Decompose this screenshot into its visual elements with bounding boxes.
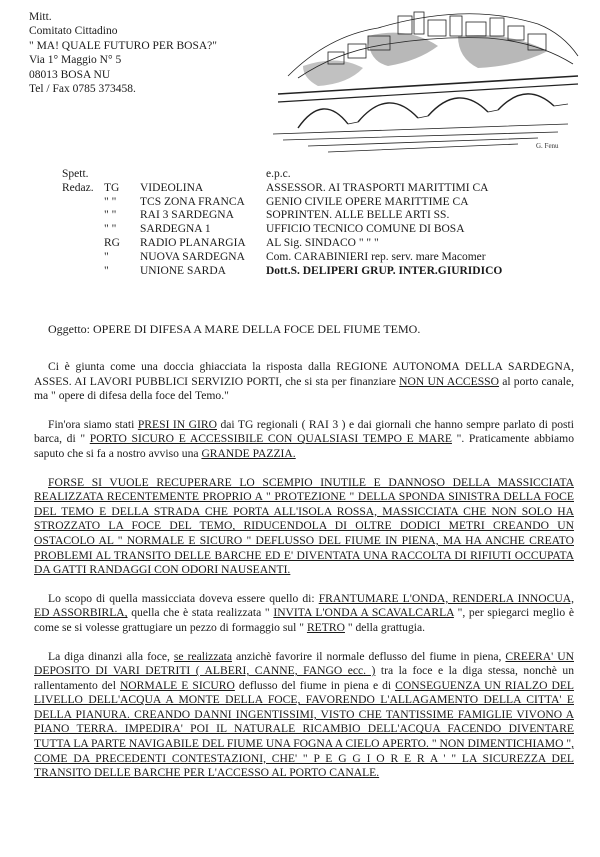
recipient-name: UNIONE SARDA (140, 264, 226, 277)
epc-line: ASSESSOR. AI TRASPORTI MARITTIMI CA (266, 181, 489, 194)
recipient-mark: TG (104, 181, 120, 194)
epc-block (266, 168, 502, 278)
recipient-name: TCS ZONA FRANCA (140, 195, 245, 208)
sender-block (29, 10, 217, 96)
recipient-name: SARDEGNA 1 (140, 223, 211, 236)
recipient-mark: " (104, 250, 109, 263)
epc-line: SOPRINTEN. ALLE BELLE ARTI SS. (266, 209, 450, 222)
recipients-block (62, 168, 246, 278)
recipient-mark: " (104, 264, 109, 277)
sender-line: Via 1° Maggio N° 5 (29, 54, 122, 67)
sketch-signature: G. Fenu (536, 142, 559, 150)
epc-line: Com. CARABINIERI rep. serv. mare Macomer (266, 250, 486, 263)
sender-line: 08013 BOSA NU (29, 68, 111, 81)
sender-line: Mitt. (29, 11, 52, 23)
paragraph-5: La diga dinanzi alla foce, se realizzata anzichè favorire il normale deflusso del fiume in piena, CREERA' UN DEPOSITO DI VARI DETRITI ( ALBERI, CANNE, FANGO ecc. ) tra la foce e la diga stessa, nonchè un rallentamento del NORMALE E SICURO deflusso del fiume in piena e di CONSEGUENZA UN RIALZO DEL LIVELLO DELL'ACQUA A MONTE DELLA FOCE, FAVORENDO L'ALLAGAMENTO DELLA CITTA' E DELLA PIANURA. CREANDO DANNI INGENTISSIMI, VISTO CHE TANTISSIME FAMIGLIE VIVONO A PIANO TERRA. IMPEDIRA' POI IL NATURALE RICAMBIO DELL'ACQUA FACENDO DIVENTARE TUTTA LA PARTE NAVIGABILE DEL FIUME UNA FOGNA A CIELO APERTO. " NON DIMENTICHIAMO ", COME DA PRECEDENTI CONTESTAZIONI, CHE' " P E G G I O R E R A ' " LA SICUREZZA DEL TRANSITO DELLE BARCHE PER L'ACCESSO AL PORTO CANALE. (34, 649, 574, 780)
recipient-mark: " " (104, 223, 117, 236)
epc-line-last: Dott.S. DELIPERI GRUP. INTER.GIURIDICO (266, 264, 503, 277)
recipient-name: NUOVA SARDEGNA (140, 250, 245, 263)
recipient-name: RADIO PLANARGIA (140, 236, 246, 249)
epc-line: GENIO CIVILE OPERE MARITTIME CA (266, 195, 469, 208)
epc-line: AL Sig. SINDACO " " " (266, 236, 379, 249)
epc-line: UFFICIO TECNICO COMUNE DI BOSA (266, 223, 465, 236)
paragraph-1: Ci è giunta come una doccia ghiacciata la risposta dalla REGIONE AUTONOMA DELLA SARDEGNA, ASSES. AI LAVORI PUBBLICI SERVIZIO PORTI, che si sta per finanziare NON UN ACCESSO al porto canale, ma " opere di difesa della foce del Temo." (34, 360, 574, 403)
recipient-name: RAI 3 SARDEGNA (140, 209, 234, 222)
paragraph-3: FORSE SI VUOLE RECUPERARE LO SCEMPIO INUTILE E DANNOSO DELLA MASSICCIATA REALIZZATA RECENTEMENTE PROPRIO A " PROTEZIONE " DELLA SPONDA SINISTRA DELLA FOCE DEL TEMO E DELLA STRADA CHE PORTA ALL'ISOLA ROSSA, MASSICCIATA CHE NON SOLO HA STROZZATO LA FOCE DEL TEMO, RIDUCENDOLA DI OLTRE DODICI METRI CREANDO UN OSTACOLO AL " NORMALE E SICURO " DEFLUSSO DEL FIUME IN PIENA, MA HA ANCHE CREATO PROBLEMI AL TRANSITO DELLE BARCHE ED E' DIVENTATA UNA RACCOLTA DI RIFIUTI OCCUPATA DA GATTI RANDAGGI CON ODORI NAUSEANTI. (34, 475, 574, 577)
subject-line: Oggetto: OPERE DI DIFESA A MARE DELLA FOCE DEL FIUME TEMO. (48, 322, 421, 336)
spett-label: Spett. (62, 168, 89, 180)
recipient-mark: " " (104, 195, 117, 208)
recipient-mark: " " (104, 209, 117, 222)
epc-label: e.p.c. (266, 168, 291, 180)
paragraph-2: Fin'ora siamo stati PRESI IN GIRO dai TG regionali ( RAI 3 ) e dai giornali che hanno sempre parlato di posti barca, di " PORTO SICURO E ACCESSIBILE CON QUALSIASI TEMPO E MARE ". Praticamente abbiamo saputo che si fa a nostro avviso una GRANDE PAZZIA. (34, 417, 574, 460)
sender-line: " MA! QUALE FUTURO PER BOSA?" (29, 39, 217, 52)
sender-line: Tel / Fax 0785 373458. (29, 83, 136, 96)
letter-body (34, 360, 574, 795)
paragraph-4: Lo scopo di quella massicciata doveva essere quello di: FRANTUMARE L'ONDA, RENDERLA INNOCUA, ED ASSORBIRLA, quella che è stata realizzata " INVITA L'ONDA A SCAVALCARLA ", per spiegarci meglio è come se si volesse grattugiare un pezzo di formaggio sul " RETRO " della grattugia. (34, 591, 574, 634)
redaz-label: Redaz. (62, 181, 94, 194)
bridge-sketch-illustration (268, 6, 582, 156)
sender-line: Comitato Cittadino (29, 25, 118, 38)
recipient-mark: RG (104, 236, 120, 249)
recipient-name: VIDEOLINA (140, 181, 204, 194)
